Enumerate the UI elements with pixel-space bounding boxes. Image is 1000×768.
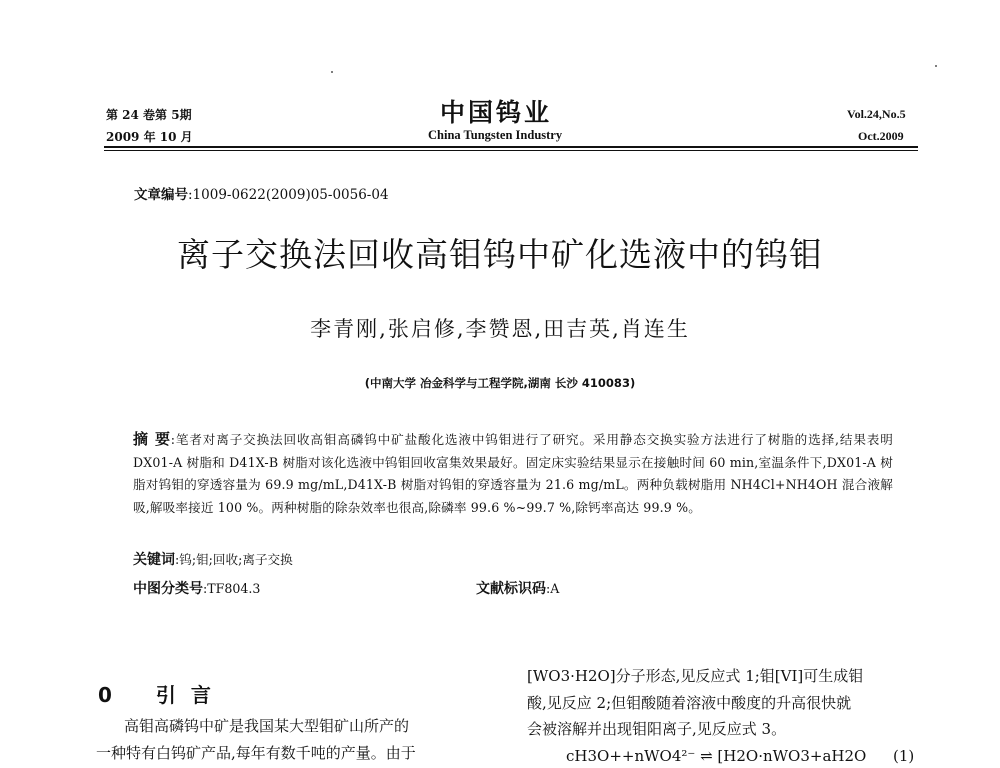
volume-issue-en: Vol.24,No.5 xyxy=(847,107,906,121)
author-list: 李青刚,张启修,李赞恩,田吉英,肖连生 xyxy=(310,317,690,341)
article-number xyxy=(134,183,389,203)
date-cn: 2009 年 10 月 xyxy=(106,130,193,144)
author-affiliation: (中南大学 冶金科学与工程学院,湖南 长沙 410083) xyxy=(364,376,636,390)
section-heading xyxy=(98,679,215,708)
classification-label: 中图分类号 xyxy=(133,581,203,597)
scan-speck xyxy=(331,71,333,73)
paper-title: 离子交换法回收高钼钨中矿化选液中的钨钼 xyxy=(177,235,823,274)
header-rule-top xyxy=(104,146,918,148)
header-rule-bottom xyxy=(104,150,918,151)
section-title: 引 言 xyxy=(155,683,215,707)
equation-1: cH3O++nWO4²⁻ ⇌ [H2O·nWO3+aH2O xyxy=(566,747,867,765)
keywords-text: :钨;钼;回收;离子交换 xyxy=(175,552,293,567)
body-left-line: 高钼高磷钨中矿是我国某大型钼矿山所产的 xyxy=(124,717,410,735)
body-left-line: 一种特有白钨矿产品,每年有数千吨的产量。由于 xyxy=(96,744,416,762)
document-code-text: :A xyxy=(546,581,560,596)
document-code xyxy=(476,578,559,598)
journal-name-en: China Tungsten Industry xyxy=(428,128,563,142)
journal-logo-cn: 中国钨业 xyxy=(440,98,553,127)
document-code-label: 文献标识码 xyxy=(476,581,546,597)
scan-speck xyxy=(935,65,937,67)
equation-number: (1) xyxy=(893,747,915,765)
article-number-value: :1009-0622(2009)05-0056-04 xyxy=(188,187,389,203)
body-right-line: 会被溶解并出现钼阳离子,见反应式 3。 xyxy=(527,720,787,738)
abstract-text: :笔者对离子交换法回收高钼高磷钨中矿盐酸化选液中钨钼进行了研究。采用静态交换实验方法进行了树脂的选择,结果表明 DX01-A 树脂和 D41X-B 树脂对该化选液中钨钼回收富集效果最好。固定床实验结果显示在接触时间 60 min,室温条件下,DX01-A 树脂对钨钼的穿透容量为 69.9 mg/mL,D41X-B 树脂对钨钼的穿透容量为 21.6 mg/mL。两种负载树脂用 NH4Cl+NH4OH 混合液解吸,解吸率接近 100 %。两种树脂的除杂效率也很高,除磷率 99.6 %~99.7 %,除钙率高达 99.9 %。 xyxy=(133,432,893,516)
volume-issue-cn: 第 24 卷第 5期 xyxy=(106,108,192,122)
date-en: Oct.2009 xyxy=(858,129,904,143)
abstract-label: 摘 要 xyxy=(133,430,171,448)
body-right-line: [WO3·H2O]分子形态,见反应式 1;钼[VI]可生成钼 xyxy=(527,667,864,685)
classification-number xyxy=(133,578,260,598)
abstract xyxy=(133,428,893,520)
keywords xyxy=(133,549,293,569)
body-right-line: 酸,见反应 2;但钼酸随着溶液中酸度的升高很快就 xyxy=(527,694,852,712)
section-number: 0 xyxy=(98,683,116,707)
classification-text: :TF804.3 xyxy=(203,581,261,596)
keywords-label: 关键词 xyxy=(133,552,175,568)
article-number-label: 文章编号 xyxy=(134,187,188,203)
